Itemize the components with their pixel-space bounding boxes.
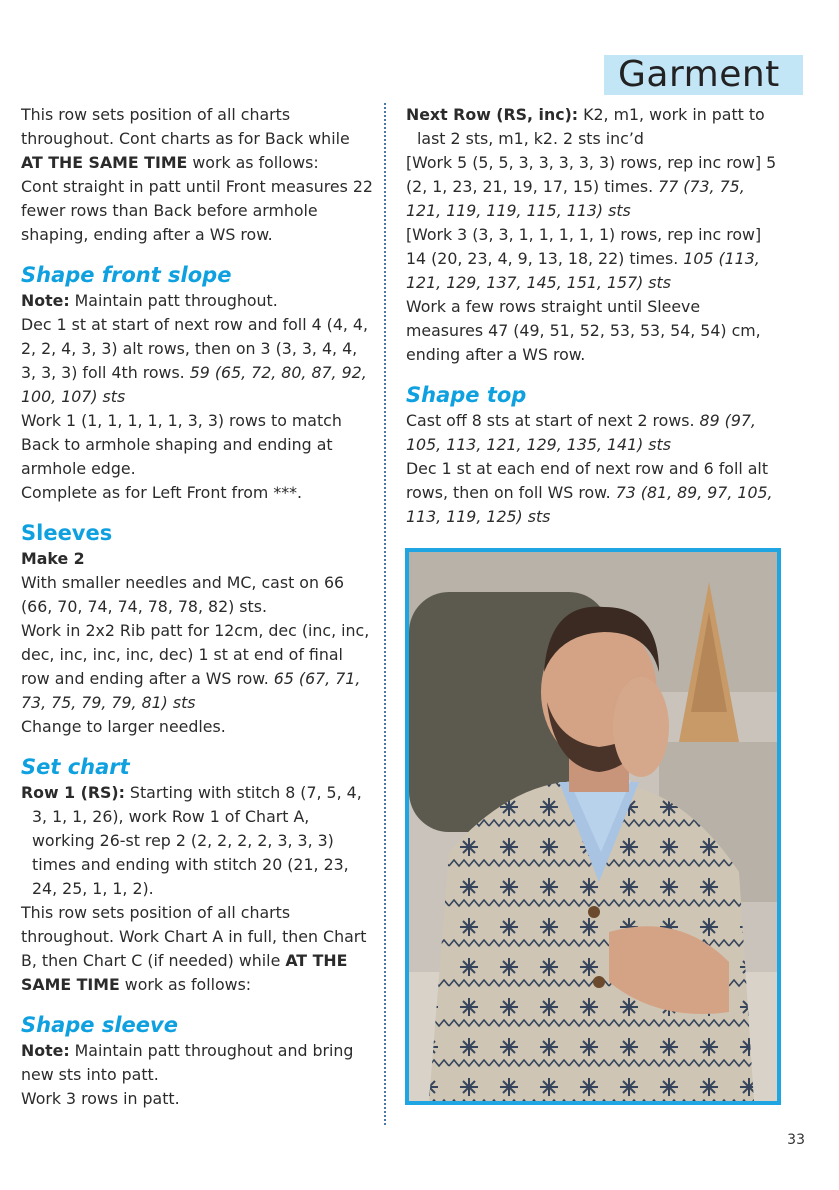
heading-shape-top: Shape top <box>406 383 527 407</box>
row-instruction: Row 1 (RS): Starting with stitch 8 (7, 5, 4, 3, 1, 1, 26), work Row 1 of Chart A, working 26-st rep 2 (2, 2, 2, 2, 3, 3, 3) times and ending with stitch 20 (21, 23, 24, 25, 1, 1, 2). <box>21 783 362 898</box>
heading-shape-front-slope: Shape front slope <box>21 263 232 287</box>
row-instruction: Next Row (RS, inc): K2, m1, work in patt to last 2 sts, m1, k2. 2 sts inc’d <box>406 105 765 148</box>
paragraph: With smaller needles and MC, cast on 66 (66, 70, 74, 74, 78, 78, 82) sts. <box>21 573 345 616</box>
paragraph: Change to larger needles. <box>21 717 226 736</box>
paragraph: Cont straight in patt until Front measures 22 fewer rows than Back before armhole shaping, ending after a WS row. <box>21 177 373 244</box>
paragraph: Dec 1 st at each end of next row and 6 foll alt rows, then on foll WS row. 73 (81, 89, 97, 105, 113, 119, 125) sts <box>406 459 773 526</box>
note: Note: Maintain patt throughout. <box>21 291 278 310</box>
paragraph: Work a few rows straight until Sleeve measures 47 (49, 51, 52, 53, 53, 54, 54) cm, ending after a WS row. <box>406 297 761 364</box>
paragraph: Dec 1 st at start of next row and foll 4 (4, 4, 2, 2, 4, 3, 3) alt rows, then on 3 (3, 3, 4, 4, 3, 3, 3) foll 4th rows. 59 (65, 72, 80, 87, 92, 100, 107) sts <box>21 315 368 406</box>
paragraph: This row sets position of all charts throughout. Cont charts as for Back while AT THE SAME TIME work as follows: <box>21 105 350 172</box>
heading-sleeves: Sleeves <box>21 521 113 545</box>
paragraph: Work 3 rows in patt. <box>21 1089 180 1108</box>
column-divider <box>384 103 386 1125</box>
section-tab: Garment <box>604 55 803 95</box>
paragraph: [Work 5 (5, 5, 3, 3, 3, 3, 3) rows, rep inc row] 5 (2, 1, 23, 21, 19, 17, 15) times. 77 (73, 75, 121, 119, 119, 115, 113) sts <box>406 153 777 220</box>
page-number: 33 <box>787 1132 805 1148</box>
paragraph: [Work 3 (3, 3, 1, 1, 1, 1, 1) rows, rep inc row] 14 (20, 23, 4, 9, 13, 18, 22) times. 105 (113, 121, 129, 137, 145, 151, 157) sts <box>406 225 762 292</box>
note: Note: Maintain patt throughout and bring new sts into patt. <box>21 1041 354 1084</box>
model-photo <box>405 548 781 1105</box>
heading-shape-sleeve: Shape sleeve <box>21 1013 178 1037</box>
paragraph: Cast off 8 sts at start of next 2 rows. 89 (97, 105, 113, 121, 129, 135, 141) sts <box>406 411 756 454</box>
paragraph: This row sets position of all charts throughout. Work Chart A in full, then Chart B, then Chart C (if needed) while AT THE SAME TIME work as follows: <box>21 903 367 994</box>
paragraph: Work 1 (1, 1, 1, 1, 1, 3, 3) rows to match Back to armhole shaping and ending at armhole edge. <box>21 411 342 478</box>
heading-set-chart: Set chart <box>21 755 130 779</box>
subheading-make-2: Make 2 <box>21 549 85 568</box>
left-column <box>21 103 373 1111</box>
paragraph: Work in 2x2 Rib patt for 12cm, dec (inc, inc, dec, inc, inc, inc, dec) 1 st at end of final row and ending after a WS row. 65 (67, 71, 73, 75, 79, 79, 81) sts <box>21 621 370 712</box>
paragraph: Complete as for Left Front from ***. <box>21 483 303 502</box>
right-column <box>406 103 782 529</box>
photo-illustration <box>409 552 777 1101</box>
